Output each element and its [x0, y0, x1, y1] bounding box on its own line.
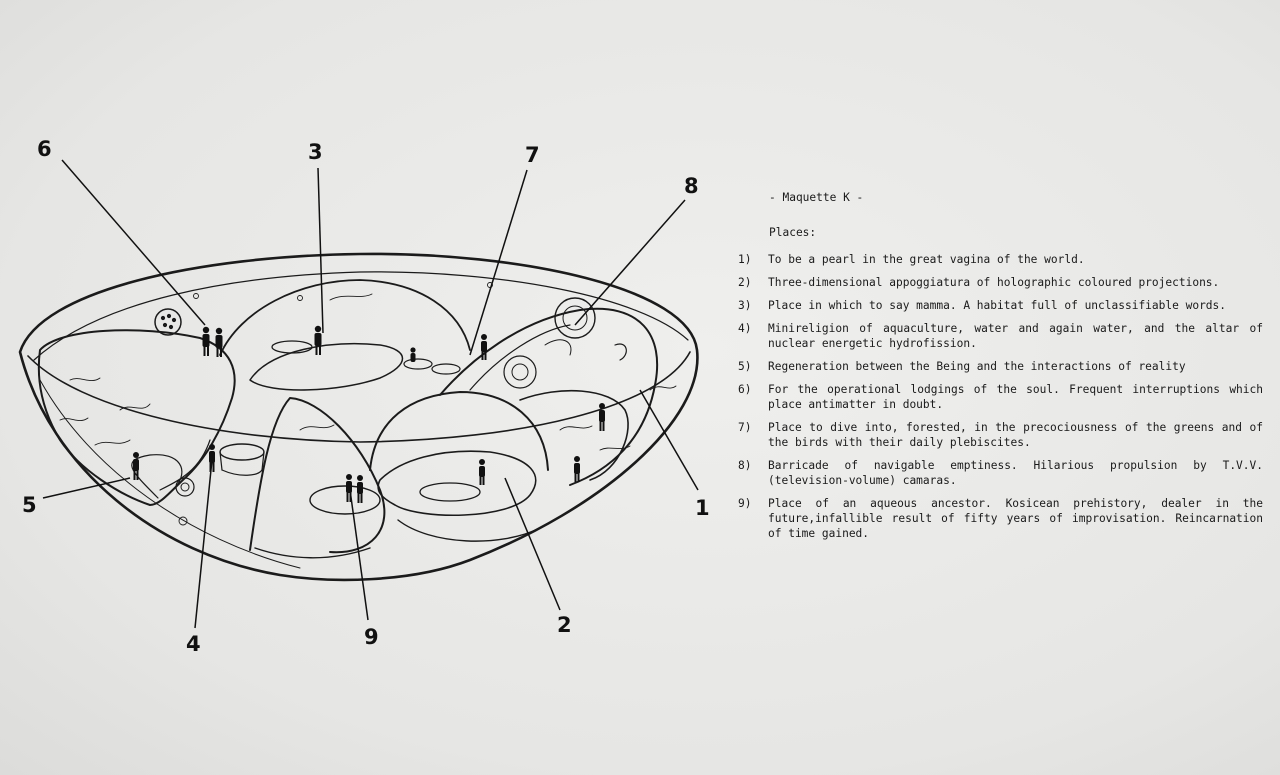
callout-6: 6	[37, 137, 52, 161]
floating-disc	[432, 364, 460, 374]
places-legend	[738, 190, 1263, 549]
legend-item-number: 4)	[738, 322, 752, 335]
legend-item-text: Minireligion of aquaculture, water and again water, and the altar of nuclear energetic hydrofission.	[768, 322, 1263, 350]
figure-icon	[357, 475, 363, 503]
leader-line-6	[62, 160, 205, 325]
legend-item-text: Place to dive into, forested, in the precociousness of the greens and of the birds with their daily plebiscites.	[768, 421, 1263, 449]
legend-item-text: Three-dimensional appoggiatura of holographic coloured projections.	[768, 276, 1220, 289]
legend-title: - Maquette K -	[769, 191, 864, 204]
leader-line-8	[575, 200, 685, 325]
legend-item	[738, 359, 1263, 374]
legend-item-number: 9)	[738, 497, 752, 510]
legend-item	[738, 382, 1263, 412]
pod-9	[250, 398, 384, 558]
speaker-grille	[155, 309, 181, 335]
pod-8	[440, 298, 657, 485]
legend-item-text: Regeneration between the Being and the interactions of reality	[768, 360, 1186, 373]
figure-icon	[315, 326, 322, 355]
figure-icon	[209, 444, 215, 472]
human-figures	[133, 326, 605, 503]
figure-icon	[410, 347, 415, 362]
legend-item	[738, 321, 1263, 351]
figure-icon	[479, 459, 485, 485]
legend-item-number: 2)	[738, 276, 752, 289]
leader-line-3	[318, 168, 323, 333]
callout-8: 8	[684, 174, 699, 198]
callout-7: 7	[525, 143, 540, 167]
floating-disc	[404, 359, 432, 369]
legend-item	[738, 298, 1263, 313]
figure-icon	[203, 327, 210, 356]
leader-line-4	[195, 460, 212, 628]
texture-scribbles	[60, 283, 676, 526]
legend-item	[738, 458, 1263, 488]
callout-5: 5	[22, 493, 37, 517]
legend-item-number: 6)	[738, 383, 752, 396]
legend-item-number: 8)	[738, 459, 752, 472]
leader-line-7	[470, 170, 527, 355]
legend-item-text: For the operational lodgings of the soul. Frequent interruptions which place antimatter in doubt.	[768, 383, 1263, 411]
legend-item-text: Place of an aqueous ancestor. Kosicean prehistory, dealer in the future,infallible result of fifty years of improvisation. Reincarnation of time gained.	[768, 497, 1263, 540]
pod-4	[220, 444, 264, 475]
legend-item-number: 7)	[738, 421, 752, 434]
legend-item	[738, 496, 1263, 541]
legend-item-number: 3)	[738, 299, 752, 312]
callout-4: 4	[186, 632, 201, 656]
leader-line-1	[640, 390, 698, 490]
leader-line-9	[350, 490, 368, 620]
legend-item	[738, 275, 1263, 290]
figure-icon	[599, 403, 605, 431]
legend-item-number: 1)	[738, 253, 752, 266]
figure-icon	[133, 452, 139, 480]
callout-1: 1	[695, 496, 710, 520]
legend-item	[738, 252, 1263, 267]
callout-9: 9	[364, 625, 379, 649]
leader-line-5	[43, 478, 130, 498]
legend-item-text: To be a pearl in the great vagina of the world.	[768, 253, 1085, 266]
legend-item-text: Place in which to say mamma. A habitat full of unclassifiable words.	[768, 299, 1227, 312]
figure-icon	[481, 334, 487, 360]
legend-item-text: Barricade of navigable emptiness. Hilarious propulsion by T.V.V. (television-volume) camaras.	[768, 459, 1263, 487]
figure-icon	[216, 328, 223, 357]
leader-line-2	[505, 478, 560, 610]
legend-item	[738, 420, 1263, 450]
bowl-outline	[20, 254, 697, 580]
callout-3: 3	[308, 140, 323, 164]
legend-subtitle: Places:	[769, 226, 817, 239]
figure-icon	[574, 456, 580, 482]
legend-item-number: 5)	[738, 360, 752, 373]
callout-2: 2	[557, 613, 572, 637]
